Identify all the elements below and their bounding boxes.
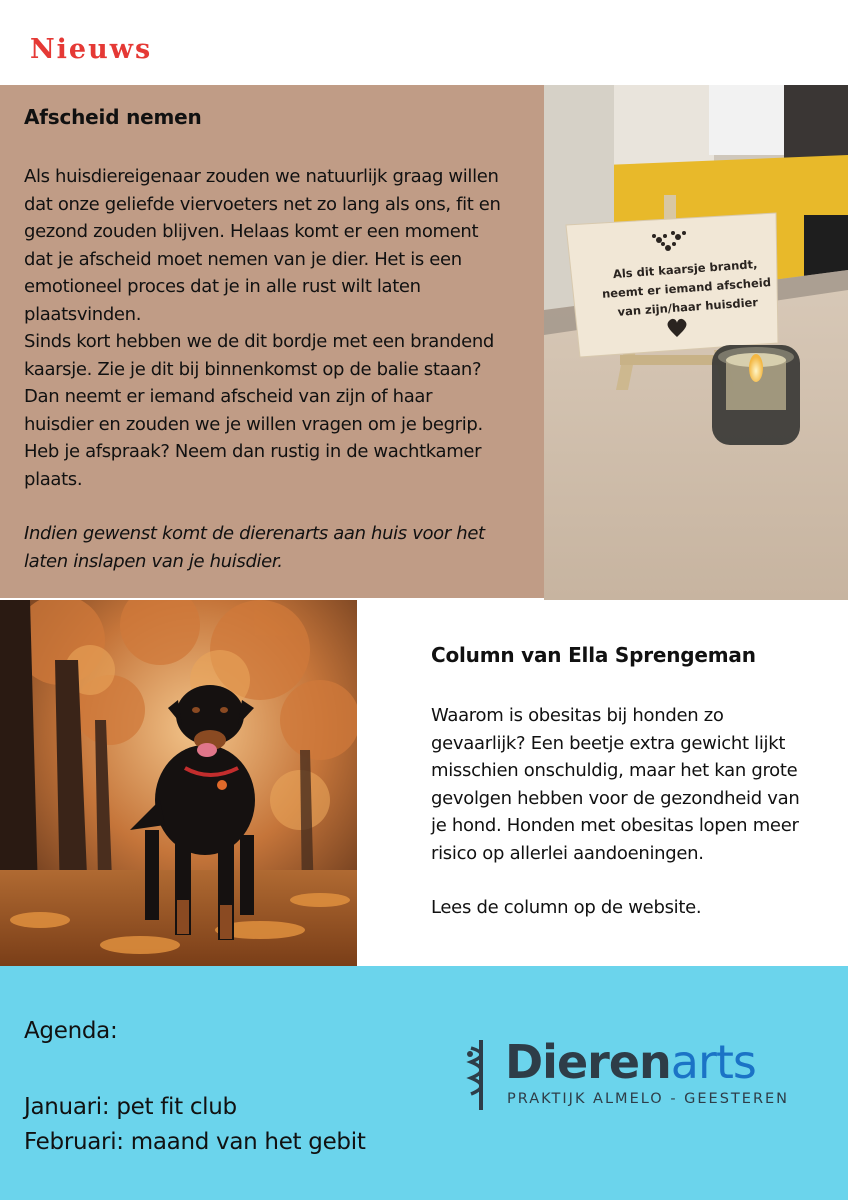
- farewell-article: [0, 85, 544, 598]
- caduceus-icon: [461, 1040, 501, 1110]
- logo-name-part1: Dieren: [505, 1035, 671, 1089]
- agenda-item: Januari: pet fit club: [24, 1094, 237, 1120]
- agenda-list: [24, 1090, 366, 1160]
- rottweiler-photo: [0, 600, 357, 966]
- sign-text: Als dit kaarsje brandt, neemt er iemand afscheid van zijn/haar huisdier: [601, 257, 772, 319]
- farewell-heading: Afscheid nemen: [24, 105, 202, 129]
- logo-subtitle: PRAKTIJK ALMELO - GEESTEREN: [507, 1091, 790, 1107]
- logo-name: [505, 1036, 756, 1088]
- farewell-body: Als huisdiereigenaar zouden we natuurlijk graag willen dat onze geliefde viervoeters net zo lang als ons, fit en gezond zouden blijven. Helaas komt er een moment dat je afscheid moet nemen van je dier. Het is een emotioneel proces dat je in alle rust wilt laten plaatsvinden. Sinds kort hebben we de dit bordje met een brandend kaarsje. Zie je dit bij binnenkomst op de balie staan? Dan neemt er iemand afscheid van zijn of haar huisdier en zouden we je willen vragen om je begrip. Heb je afspraak? Neem dan rustig in de wachtkamer plaats.: [24, 166, 501, 490]
- candle-sign-photo: [544, 85, 848, 600]
- logo-name-part2: arts: [670, 1035, 756, 1089]
- column-body: Waarom is obesitas bij honden zo gevaarlijk? Een beetje extra gewicht lijkt misschien onschuldig, maar het kan grote gevolgen hebben voor de gezondheid van je hond. Honden met obesitas lopen meer risico op allerlei aandoeningen.: [431, 705, 800, 864]
- column-website-link[interactable]: Lees de column op de website.: [431, 897, 702, 918]
- dierenarts-logo: [461, 1035, 801, 1110]
- agenda-title: Agenda:: [24, 1018, 118, 1044]
- column-heading: Column van Ella Sprengeman: [431, 643, 756, 667]
- agenda-item: Februari: maand van het gebit: [24, 1129, 366, 1155]
- footer: [0, 966, 848, 1200]
- farewell-note: Indien gewenst komt de dierenarts aan huis voor het laten inslapen van je huisdier.: [24, 523, 485, 572]
- column-article: [431, 643, 831, 922]
- page-title: Nieuws: [30, 34, 153, 65]
